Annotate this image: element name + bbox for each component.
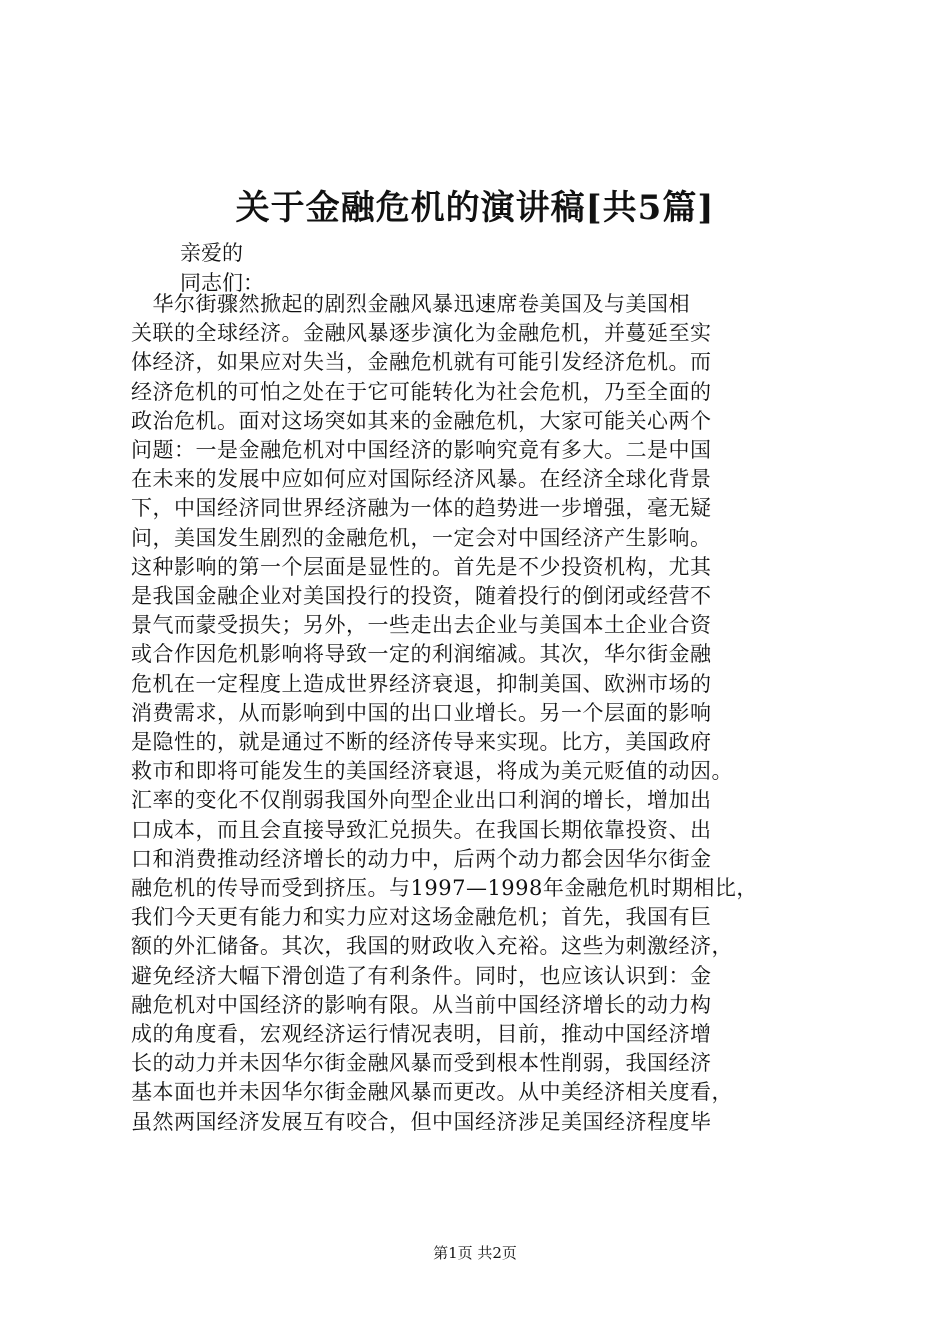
body-line: 避免经济大幅下滑创造了有利条件。同时，也应该认识到：金: [131, 963, 712, 988]
body-line: 虽然两国经济发展互有咬合，但中国经济涉足美国经济程度毕: [131, 1109, 712, 1134]
salutation-line-2: 同志们：: [180, 271, 264, 295]
body-line: 政治危机。面对这场突如其来的金融危机，大家可能关心两个: [131, 408, 712, 433]
body-line: 成的角度看，宏观经济运行情况表明，目前，推动中国经济增: [131, 1022, 712, 1047]
body-line: 基本面也并未因华尔街金融风暴而更改。从中美经济相关度看，: [131, 1080, 733, 1105]
body-line: 问，美国发生剧烈的金融危机，一定会对中国经济产生影响。: [131, 525, 712, 550]
body-line: 下，中国经济同世界经济融为一体的趋势进一步增强，毫无疑: [131, 496, 712, 521]
body-line: 华尔街骤然掀起的剧烈金融风暴迅速席卷美国及与美国相: [131, 292, 690, 316]
body-line: 在未来的发展中应如何应对国际经济风暴。在经济全球化背景: [131, 467, 712, 492]
body-line: 我们今天更有能力和实力应对这场金融危机；首先，我国有巨: [131, 905, 712, 930]
body-line: 融危机对中国经济的影响有限。从当前中国经济增长的动力构: [131, 992, 712, 1017]
body-line: 救市和即将可能发生的美国经济衰退，将成为美元贬值的动因。: [131, 759, 733, 784]
body-line: 长的动力并未因华尔街金融风暴而受到根本性削弱，我国经济: [131, 1051, 712, 1076]
body-line: 问题：一是金融危机对中国经济的影响究竟有多大。二是中国: [131, 438, 712, 463]
body-line: 汇率的变化不仅削弱我国外向型企业出口利润的增长，增加出: [131, 788, 712, 813]
body-line: 关联的全球经济。金融风暴逐步演化为金融危机，并蔓延至实: [131, 321, 712, 346]
body-line: 口和消费推动经济增长的动力中，后两个动力都会因华尔街金: [131, 846, 712, 871]
body-line: 景气而蒙受损失；另外，一些走出去企业与美国本土企业合资: [131, 613, 712, 638]
body-line: 口成本，而且会直接导致汇兑损失。在我国长期依靠投资、出: [131, 817, 712, 842]
body-paragraph: [131, 290, 831, 1137]
body-line: 危机在一定程度上造成世界经济衰退，抑制美国、欧洲市场的: [131, 671, 712, 696]
salutation-line-1: 亲爱的: [180, 241, 243, 265]
body-line: 经济危机的可怕之处在于它可能转化为社会危机，乃至全面的: [131, 379, 712, 404]
body-line: 融危机的传导而受到挤压。与1997—1998年金融危机时期相比，: [131, 876, 758, 901]
document-title: 关于金融危机的演讲稿[共5篇]: [235, 188, 715, 228]
body-line: 消费需求，从而影响到中国的出口业增长。另一个层面的影响: [131, 700, 712, 725]
page-footer: 第1页 共2页: [433, 1244, 517, 1262]
body-line: 体经济，如果应对失当，金融危机就有可能引发经济危机。而: [131, 350, 712, 375]
body-line: 这种影响的第一个层面是显性的。首先是不少投资机构，尤其: [131, 554, 712, 579]
body-line: 额的外汇储备。其次，我国的财政收入充裕。这些为刺激经济，: [131, 934, 733, 959]
body-line: 是我国金融企业对美国投行的投资，随着投行的倒闭或经营不: [131, 584, 712, 609]
body-line: 是隐性的，就是通过不断的经济传导来实现。比方，美国政府: [131, 730, 712, 755]
body-line: 或合作因危机影响将导致一定的利润缩减。其次，华尔街金融: [131, 642, 712, 667]
